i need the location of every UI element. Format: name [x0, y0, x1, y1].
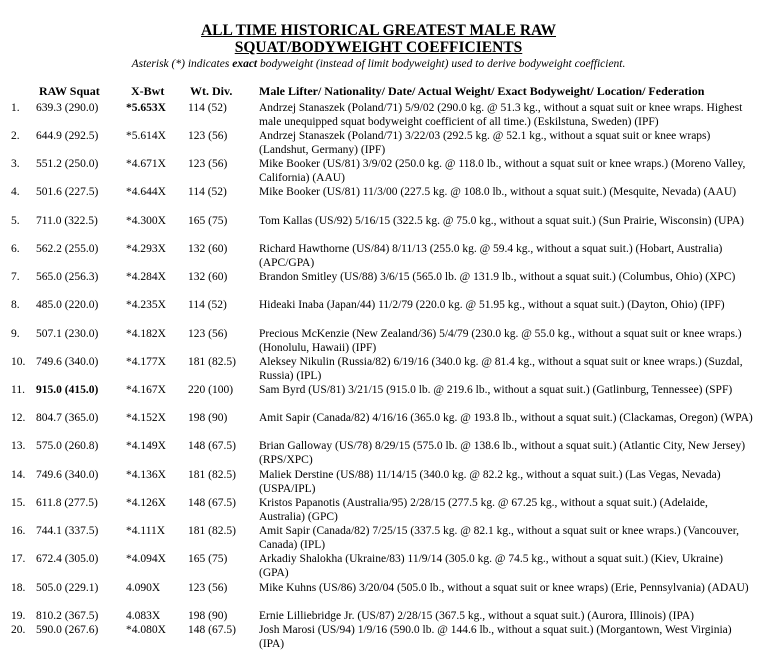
subtitle-note [0, 57, 757, 71]
weight-division-cell: 123 (56) [188, 130, 228, 142]
weight-division-cell: 123 (56) [188, 582, 228, 594]
lifter-details-cell: Sam Byrd (US/81) 3/21/15 (915.0 lb. @ 219.6 lb., without a squat suit.) (Gatlinburg, Tennessee) (SPF) [259, 384, 733, 396]
rank-cell: 13. [11, 440, 26, 452]
rank-cell: 14. [11, 469, 26, 481]
weight-division-cell: 165 (75) [188, 215, 228, 227]
weight-division-cell: 181 (82.5) [188, 356, 236, 368]
title-line-2: SQUAT/BODYWEIGHT COEFFICIENTS [234, 39, 523, 56]
coefficient-cell: *4.293X [126, 243, 166, 255]
coefficient-cell: *5.614X [126, 130, 166, 142]
coefficient-cell: *4.300X [126, 215, 166, 227]
lifter-details-cell: Maliek Derstine (US/88) 11/14/15 (340.0 kg. @ 82.2 kg., without a squat suit.) (Las Vegas, Nevada) (USPA/IPL) [259, 469, 721, 495]
coefficient-cell: *4.182X [126, 328, 166, 340]
coefficient-cell: *4.167X [126, 384, 166, 396]
rank-cell: 3. [11, 158, 20, 170]
squat-cell: 611.8 (277.5) [36, 497, 98, 509]
lifter-details-cell: Mike Booker (US/81) 11/3/00 (227.5 kg. @ 108.0 lb., without a squat suit.) (Mesquite, Nevada) (AAU) [259, 186, 737, 198]
subtitle-suffix: bodyweight (instead of limit bodyweight) used to derive bodyweight coefficient. [257, 58, 626, 70]
lifter-details-cell: Arkadiy Shalokha (Ukraine/83) 11/9/14 (305.0 kg. @ 74.5 kg., without a squat suit.) (Kiev, Ukraine) (GPA) [259, 553, 723, 579]
squat-cell: 565.0 (256.3) [36, 271, 99, 283]
weight-division-cell: 123 (56) [188, 328, 228, 340]
header-xbwt: X-Bwt [131, 84, 165, 98]
rank-cell: 5. [11, 215, 20, 227]
header-lifter-details: Male Lifter/ Nationality/ Date/ Actual Weight/ Exact Bodyweight/ Location/ Federation [259, 84, 705, 98]
header-wt-div: Wt. Div. [190, 84, 233, 98]
weight-division-cell: 181 (82.5) [188, 525, 236, 537]
weight-division-cell: 132 (60) [188, 243, 228, 255]
coefficient-cell: *4.094X [126, 553, 166, 565]
weight-division-cell: 198 (90) [188, 412, 228, 424]
lifter-details-cell: Josh Marosi (US/94) 1/9/16 (590.0 lb. @ 144.6 lb., without a squat suit.) (Morgantown, West Virginia) (IPA) [259, 624, 732, 650]
rank-cell: 11. [11, 384, 25, 396]
rank-cell: 15. [11, 497, 26, 509]
weight-division-cell: 123 (56) [188, 158, 228, 170]
coefficient-cell: *4.111X [126, 525, 166, 537]
lifter-details-cell: Mike Booker (US/81) 3/9/02 (250.0 kg. @ 118.0 lb., without a squat suit or knee wraps.) (Moreno Valley, California) (AAU) [259, 158, 746, 184]
weight-division-cell: 198 (90) [188, 610, 228, 622]
squat-cell: 915.0 (415.0) [36, 384, 99, 396]
squat-cell: 505.0 (229.1) [36, 582, 99, 594]
lifter-details-cell: Precious McKenzie (New Zealand/36) 5/4/79 (230.0 kg. @ 55.0 kg., without a squat suit or knee wraps.) (Honolulu, Hawaii) (IPF) [259, 328, 742, 354]
rank-cell: 20. [11, 624, 26, 636]
squat-cell: 810.2 (367.5) [36, 610, 99, 622]
coefficient-cell: 4.090X [126, 582, 161, 594]
weight-division-cell: 114 (52) [188, 102, 227, 114]
coefficient-cell: *4.235X [126, 299, 166, 311]
lifter-details-cell: Ernie Lilliebridge Jr. (US/87) 2/28/15 (367.5 kg., without a squat suit.) (Aurora, Illinois) (IPA) [259, 610, 694, 622]
coefficient-cell: *4.152X [126, 412, 166, 424]
coefficient-cell: *4.177X [126, 356, 166, 368]
coefficient-cell: *4.149X [126, 440, 166, 452]
lifter-details-cell: Amit Sapir (Canada/82) 7/25/15 (337.5 kg. @ 82.1 kg., without a squat suit or knee wraps.) (Vancouver, Canada) (IPL) [259, 525, 739, 551]
squat-cell: 711.0 (322.5) [36, 215, 98, 227]
weight-division-cell: 220 (100) [188, 384, 234, 396]
header-raw-squat: RAW Squat [39, 84, 100, 98]
weight-division-cell: 132 (60) [188, 271, 228, 283]
coefficient-cell: *4.080X [126, 624, 166, 636]
squat-cell: 749.6 (340.0) [36, 356, 99, 368]
squat-cell: 804.7 (365.0) [36, 412, 99, 424]
rank-cell: 2. [11, 130, 20, 142]
subtitle-emphasis: exact [232, 58, 258, 70]
rank-cell: 16. [11, 525, 26, 537]
coefficient-cell: *4.644X [126, 186, 166, 198]
coefficient-cell: *4.671X [126, 158, 166, 170]
coefficient-cell: *4.126X [126, 497, 166, 509]
rank-cell: 8. [11, 299, 20, 311]
squat-cell: 501.6 (227.5) [36, 186, 99, 198]
lifter-details-cell: Kristos Papanotis (Australia/95) 2/28/15 (277.5 kg. @ 67.25 kg., without a squat suit.) (Adelaide, Australia) (GPC) [259, 497, 708, 523]
rank-cell: 10. [11, 356, 26, 368]
coefficient-cell: *4.284X [126, 271, 166, 283]
lifter-details-cell: Richard Hawthorne (US/84) 8/11/13 (255.0 kg. @ 59.4 kg., without a squat suit.) (Hobart, Australia) (APC/GPA) [259, 243, 723, 269]
rank-cell: 9. [11, 328, 20, 340]
rank-cell: 19. [11, 610, 26, 622]
coefficient-cell: *5.653X [126, 102, 166, 114]
lifter-details-cell: Brandon Smitley (US/88) 3/6/15 (565.0 lb. @ 131.9 lb., without a squat suit.) (Columbus, Ohio) (XPC) [259, 271, 736, 283]
weight-division-cell: 114 (52) [188, 299, 227, 311]
squat-cell: 749.6 (340.0) [36, 469, 99, 481]
lifter-details-cell: Andrzej Stanaszek (Poland/71) 3/22/03 (292.5 kg. @ 52.1 kg., without a squat suit or knee wraps) (Landshut, Germany) (IPF) [259, 130, 711, 156]
lifter-details-cell: Mike Kuhns (US/86) 3/20/04 (505.0 lb., without a squat suit or knee wraps) (Erie, Pennsylvania) (ADAU) [259, 582, 749, 594]
rank-cell: 18. [11, 582, 26, 594]
rank-cell: 7. [11, 271, 20, 283]
rank-cell: 4. [11, 186, 20, 198]
lifter-details-cell: Amit Sapir (Canada/82) 4/16/16 (365.0 kg. @ 193.8 lb., without a squat suit.) (Clackamas, Oregon) (WPA) [259, 412, 753, 424]
rank-cell: 6. [11, 243, 20, 255]
lifter-details-cell: Tom Kallas (US/92) 5/16/15 (322.5 kg. @ 75.0 kg., without a squat suit.) (Sun Prairie, Wisconsin) (UPA) [259, 215, 744, 227]
weight-division-cell: 114 (52) [188, 186, 227, 198]
rank-cell: 12. [11, 412, 26, 424]
coefficient-cell: *4.136X [126, 469, 166, 481]
squat-cell: 639.3 (290.0) [36, 102, 99, 114]
weight-division-cell: 181 (82.5) [188, 469, 236, 481]
coefficient-cell: 4.083X [126, 610, 161, 622]
weight-division-cell: 148 (67.5) [188, 497, 236, 509]
squat-cell: 644.9 (292.5) [36, 130, 99, 142]
weight-division-cell: 148 (67.5) [188, 440, 236, 452]
squat-cell: 485.0 (220.0) [36, 299, 99, 311]
squat-cell: 590.0 (267.6) [36, 624, 99, 636]
weight-division-cell: 148 (67.5) [188, 624, 236, 636]
rank-cell: 1. [11, 102, 20, 114]
lifter-details-cell: Brian Galloway (US/78) 8/29/15 (575.0 lb. @ 138.6 lb., without a squat suit.) (Atlantic City, New Jersey) (RPS/XPC) [259, 440, 746, 466]
squat-cell: 744.1 (337.5) [36, 525, 99, 537]
squat-cell: 507.1 (230.0) [36, 328, 99, 340]
weight-division-cell: 165 (75) [188, 553, 228, 565]
lifter-details-cell: Aleksey Nikulin (Russia/82) 6/19/16 (340.0 kg. @ 81.4 kg., without a squat suit or knee wraps.) (Suzdal, Russia) (IPL) [259, 356, 743, 382]
title-line-1: ALL TIME HISTORICAL GREATEST MALE RAW [200, 22, 557, 39]
squat-cell: 575.0 (260.8) [36, 440, 99, 452]
lifter-details-cell: Hideaki Inaba (Japan/44) 11/2/79 (220.0 kg. @ 51.95 kg., without a squat suit.) (Dayton, Ohio) (IPF) [259, 299, 725, 311]
subtitle-prefix: Asterisk (*) indicates [131, 58, 233, 70]
squat-cell: 672.4 (305.0) [36, 553, 99, 565]
rank-cell: 17. [11, 553, 26, 565]
squat-cell: 562.2 (255.0) [36, 243, 99, 255]
lifter-details-cell: Andrzej Stanaszek (Poland/71) 5/9/02 (290.0 kg. @ 51.3 kg., without a squat suit or knee wraps. Highest male unequipped squat bodyweight coefficient of all time.) (Eskilstuna, Sweden) (IPF) [259, 102, 743, 128]
squat-cell: 551.2 (250.0) [36, 158, 99, 170]
